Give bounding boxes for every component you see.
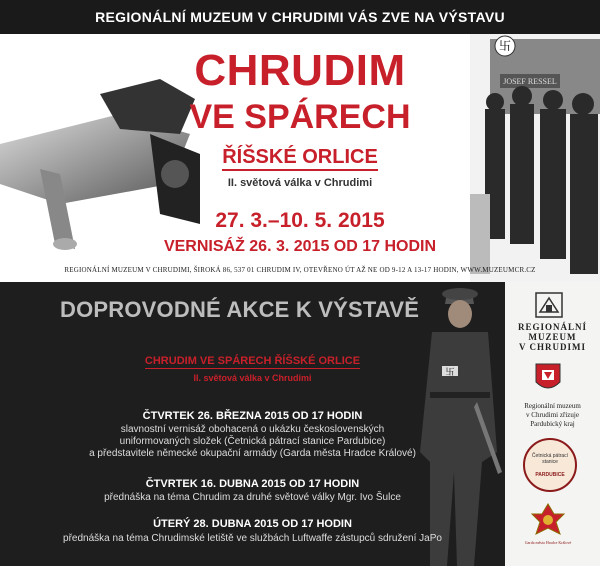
garda-text: Garda města Hradce Králové: [524, 540, 572, 545]
founder-line: Pardubický kraj: [530, 420, 575, 428]
badge-city: PARDUBICE: [535, 472, 565, 478]
garda-cross-emblem-icon: [528, 500, 568, 560]
museum-name-line: MUZEUM: [528, 332, 577, 342]
title-chrudim: CHRUDIM: [194, 46, 406, 95]
events-red-title: [0, 355, 505, 367]
founder-line: v Chrudimi zřizuje: [526, 411, 579, 419]
police-badge-icon: [523, 438, 577, 492]
event-3-heading: ÚTERÝ 28. DUBNA 2015 OD 17 HODIN: [153, 518, 352, 530]
soldiers-photo: [470, 34, 600, 282]
event-1-line: a představitele německé okupační armády (Garda města Hradce Králové): [89, 448, 416, 459]
museum-address: REGIONÁLNÍ MUZEUM V CHRUDIMI, ŠIROKÁ 86, 537 01 CHRUDIM IV, OTEVŘENO ÚT AŽ NE OD 9-12 A 13-17 HODIN, WWW.MUZEUMCR.CZ: [64, 266, 536, 274]
top-banner-text: REGIONÁLNÍ MUZEUM V CHRUDIMI VÁS ZVE NA VÝSTAVU: [0, 0, 600, 34]
event-1-text: [0, 424, 505, 460]
events-headline: DOPROVODNÉ AKCE K VÝSTAVĚ: [60, 297, 420, 322]
badge-text: [527, 453, 573, 465]
museum-name: [505, 322, 600, 352]
museum-name-line: REGIONÁLNÍ: [517, 322, 587, 332]
event-1-heading: ČTVRTEK 26. BŘEZNA 2015 OD 17 HODIN: [142, 410, 363, 422]
event-2-text: [0, 492, 505, 504]
event-3-line: přednáška na téma Chrudimské letiště ve službách Luftwaffe zástupců sdružení JaPo: [63, 533, 442, 544]
event-1-line: slavnostní vernisáž obohacená o ukázku československých: [120, 424, 385, 435]
svg-text:卐: 卐: [445, 367, 455, 377]
founder-line: Regionální muzeum: [524, 402, 581, 410]
exhibition-dates: 27. 3.–10. 5. 2015: [215, 209, 385, 232]
title-risske-orlice: [150, 146, 450, 169]
event-1-line: uniformovaných složek (Četnická pátrací stanice Pardubice): [119, 436, 386, 447]
badge-text-line: Četnická pátrací: [531, 453, 569, 459]
badge-text-line: stanice: [542, 459, 558, 465]
title-ve-sparech: VE SPÁRECH: [189, 98, 411, 136]
event-3-text: [0, 533, 505, 545]
vernissage-date: VERNISÁŽ 26. 3. 2015 OD 17 HODIN: [163, 238, 437, 255]
event-2-heading: ČTVRTEK 16. DUBNA 2015 OD 17 HODIN: [145, 478, 360, 490]
banner-subtitle: II. světová válka v Chrudimi: [227, 177, 373, 189]
title-risske-orlice-text: ŘÍŠSKÉ ORLICE: [222, 146, 378, 171]
exhibition-banner: [0, 34, 600, 282]
founder-text: [505, 402, 600, 429]
svg-text:卐: 卐: [498, 39, 512, 53]
events-red-title-text: CHRUDIM VE SPÁRECH ŘÍŠSKÉ ORLICE: [144, 355, 361, 367]
museum-name-line: V CHRUDIMI: [518, 342, 587, 352]
museum-logo-icon: [535, 292, 563, 318]
events-red-subtitle: II. světová válka v Chrudimi: [193, 373, 312, 383]
event-2-line: přednáška na téma Chrudim za druhé světové války Mgr. Ivo Šulce: [104, 492, 401, 503]
pardubice-region-coat-of-arms-icon: [534, 362, 562, 394]
plaque-text: JOSEF RESSEL: [503, 77, 557, 86]
